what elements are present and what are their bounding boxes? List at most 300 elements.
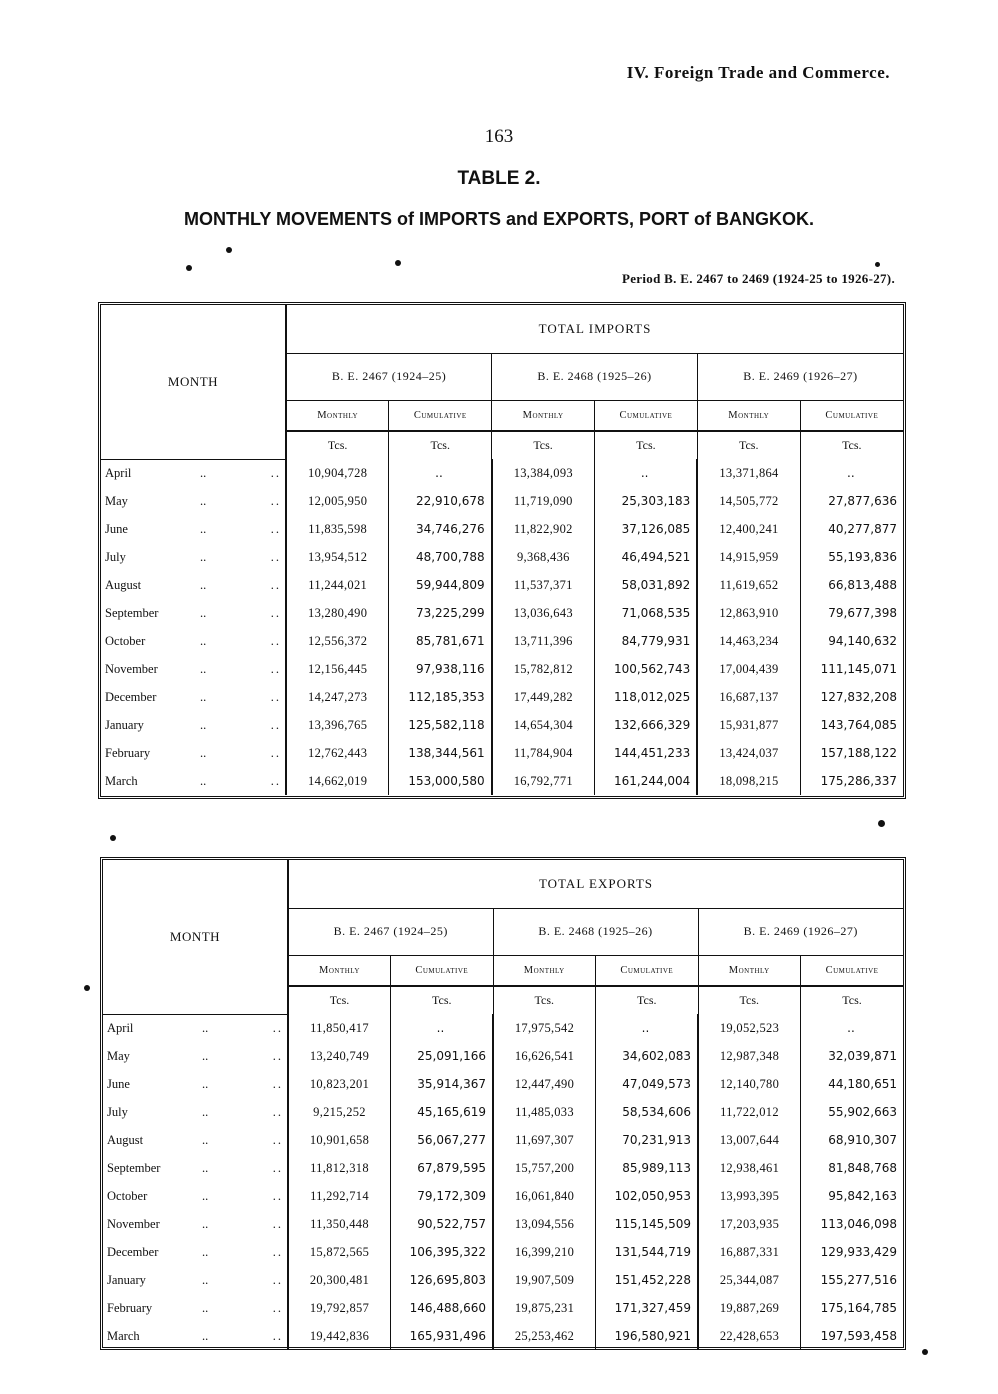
monthly-cell: 25,253,462 xyxy=(493,1322,596,1350)
month-cell xyxy=(101,571,286,599)
month-name: August xyxy=(107,1132,144,1147)
leader-dots: .. xyxy=(270,577,281,592)
unit-label: Tcs. xyxy=(391,986,494,1014)
cumulative-cell: 67,879,595 xyxy=(391,1154,494,1182)
monthly-cell: 14,662,019 xyxy=(286,767,389,795)
month-cell xyxy=(103,1266,288,1294)
leader-dots: .. xyxy=(272,1272,283,1287)
month-name: September xyxy=(107,1160,161,1175)
monthly-cell: 11,850,417 xyxy=(288,1014,391,1042)
monthly-cell: 15,782,812 xyxy=(492,655,595,683)
month-name: March xyxy=(105,773,138,788)
period-header: B. E. 2467 (1924–25) xyxy=(288,908,493,955)
leader-dots: .. xyxy=(272,1020,283,1035)
month-cell xyxy=(101,487,286,515)
cumulative-cell: 90,522,757 xyxy=(391,1210,494,1238)
cumulative-cell: 85,781,671 xyxy=(389,627,492,655)
cumulative-cell: 84,779,931 xyxy=(594,627,697,655)
cumulative-cell: .. xyxy=(391,1014,494,1042)
cumulative-cell: 22,910,678 xyxy=(389,487,492,515)
scan-speck xyxy=(922,1349,928,1355)
monthly-cell: 14,505,772 xyxy=(697,487,800,515)
monthly-cell: 13,240,749 xyxy=(288,1042,391,1070)
unit-label: Tcs. xyxy=(492,431,595,459)
cumulative-header: Cumulative xyxy=(596,955,699,986)
monthly-cell: 12,447,490 xyxy=(493,1070,596,1098)
scan-speck xyxy=(84,985,90,991)
monthly-cell: 11,619,652 xyxy=(697,571,800,599)
monthly-cell: 16,061,840 xyxy=(493,1182,596,1210)
month-name: March xyxy=(107,1328,140,1343)
cumulative-cell: 79,172,309 xyxy=(391,1182,494,1210)
cumulative-cell: 118,012,025 xyxy=(594,683,697,711)
table-row xyxy=(103,1154,903,1182)
monthly-cell: 14,915,959 xyxy=(697,543,800,571)
monthly-cell: 11,784,904 xyxy=(492,739,595,767)
leader-dots: .. xyxy=(200,605,207,620)
month-name: February xyxy=(107,1300,153,1315)
cumulative-cell: 157,188,122 xyxy=(820,746,897,760)
table-row xyxy=(103,1098,903,1126)
table-row xyxy=(103,1182,903,1210)
table-row xyxy=(101,627,903,655)
cumulative-cell: 66,813,488 xyxy=(828,578,897,592)
cumulative-cell: 34,746,276 xyxy=(389,515,492,543)
period-header: B. E. 2467 (1924–25) xyxy=(286,353,492,400)
leader-dots: .. xyxy=(270,717,281,732)
table-row xyxy=(101,599,903,627)
cumulative-cell: 100,562,743 xyxy=(594,655,697,683)
month-name: January xyxy=(107,1272,146,1287)
cumulative-cell: 171,327,459 xyxy=(596,1294,699,1322)
cumulative-cell: 155,277,516 xyxy=(820,1273,897,1287)
cumulative-cell: 55,193,836 xyxy=(828,550,897,564)
monthly-cell: 17,203,935 xyxy=(698,1210,801,1238)
cumulative-cell: 197,593,458 xyxy=(820,1329,897,1343)
scan-speck xyxy=(878,820,885,827)
month-name: April xyxy=(107,1020,134,1035)
month-cell xyxy=(101,459,286,487)
cumulative-cell: 153,000,580 xyxy=(389,767,492,795)
month-cell xyxy=(101,683,286,711)
scan-speck xyxy=(186,265,192,271)
table-row xyxy=(103,1210,903,1238)
cumulative-cell: 97,938,116 xyxy=(389,655,492,683)
cumulative-cell: 56,067,277 xyxy=(391,1126,494,1154)
cumulative-cell: 112,185,353 xyxy=(389,683,492,711)
leader-dots: .. xyxy=(270,661,281,676)
cumulative-cell: 126,695,803 xyxy=(391,1266,494,1294)
month-cell xyxy=(103,1238,288,1266)
leader-dots: .. xyxy=(272,1188,283,1203)
leader-dots: .. xyxy=(270,465,281,480)
monthly-cell: 17,975,542 xyxy=(493,1014,596,1042)
monthly-cell: 25,344,087 xyxy=(698,1266,801,1294)
table-row xyxy=(101,571,903,599)
leader-dots: .. xyxy=(272,1328,283,1343)
monthly-cell: 19,887,269 xyxy=(698,1294,801,1322)
leader-dots: .. xyxy=(270,605,281,620)
table-row xyxy=(101,515,903,543)
leader-dots: .. xyxy=(272,1300,283,1315)
month-cell xyxy=(101,767,286,795)
cumulative-cell: 127,832,208 xyxy=(820,690,897,704)
monthly-header: Monthly xyxy=(492,400,595,431)
monthly-cell: 16,626,541 xyxy=(493,1042,596,1070)
month-name: September xyxy=(105,605,159,620)
leader-dots: .. xyxy=(272,1244,283,1259)
monthly-cell: 12,005,950 xyxy=(286,487,389,515)
table-bottom-padding xyxy=(103,1350,903,1354)
monthly-cell: 13,954,512 xyxy=(286,543,389,571)
cumulative-cell: 58,031,892 xyxy=(594,571,697,599)
monthly-cell: 18,098,215 xyxy=(697,767,800,795)
leader-dots: .. xyxy=(200,717,207,732)
cumulative-cell: 81,848,768 xyxy=(828,1161,897,1175)
monthly-cell: 12,938,461 xyxy=(698,1154,801,1182)
leader-dots: .. xyxy=(202,1244,209,1259)
table-row xyxy=(103,1238,903,1266)
monthly-cell: 11,697,307 xyxy=(493,1126,596,1154)
month-cell xyxy=(101,599,286,627)
leader-dots: .. xyxy=(270,521,281,536)
monthly-cell: 9,368,436 xyxy=(492,543,595,571)
leader-dots: .. xyxy=(202,1020,209,1035)
leader-dots: .. xyxy=(270,773,281,788)
table-row xyxy=(103,1126,903,1154)
monthly-cell: 19,792,857 xyxy=(288,1294,391,1322)
monthly-cell: 12,400,241 xyxy=(697,515,800,543)
cumulative-cell: 68,910,307 xyxy=(828,1133,897,1147)
running-header: IV. Foreign Trade and Commerce. xyxy=(626,63,890,82)
leader-dots: .. xyxy=(270,689,281,704)
monthly-cell: 13,396,765 xyxy=(286,711,389,739)
monthly-cell: 13,007,644 xyxy=(698,1126,801,1154)
cumulative-cell: 111,145,071 xyxy=(820,662,897,676)
monthly-header: Monthly xyxy=(288,955,391,986)
table-title: MONTHLY MOVEMENTS of IMPORTS and EXPORTS, PORT of BANGKOK. xyxy=(183,209,815,229)
cumulative-cell: 58,534,606 xyxy=(596,1098,699,1126)
cumulative-cell: 132,666,329 xyxy=(594,711,697,739)
monthly-cell: 12,156,445 xyxy=(286,655,389,683)
cumulative-cell: 94,140,632 xyxy=(828,634,897,648)
monthly-cell: 13,384,093 xyxy=(492,459,595,487)
unit-label: Tcs. xyxy=(286,431,389,459)
monthly-header: Monthly xyxy=(698,955,801,986)
monthly-cell: 19,442,836 xyxy=(288,1322,391,1350)
monthly-header: Monthly xyxy=(286,400,389,431)
month-cell xyxy=(101,711,286,739)
table-label: TABLE 2. xyxy=(457,168,541,189)
cumulative-cell: 102,050,953 xyxy=(596,1182,699,1210)
cumulative-cell: .. xyxy=(389,459,492,487)
cumulative-cell: 45,165,619 xyxy=(391,1098,494,1126)
month-cell xyxy=(103,1014,288,1042)
imports-table xyxy=(98,302,906,799)
cumulative-cell: 32,039,871 xyxy=(828,1049,897,1063)
page-number: 163 xyxy=(484,126,514,147)
leader-dots: .. xyxy=(272,1076,283,1091)
monthly-cell: 11,822,902 xyxy=(492,515,595,543)
month-cell xyxy=(101,627,286,655)
leader-dots: .. xyxy=(200,493,207,508)
monthly-cell: 19,907,509 xyxy=(493,1266,596,1294)
month-name: April xyxy=(105,465,132,480)
month-cell xyxy=(103,1126,288,1154)
monthly-cell: 13,424,037 xyxy=(697,739,800,767)
leader-dots: .. xyxy=(202,1216,209,1231)
month-name: November xyxy=(107,1216,160,1231)
cumulative-cell: .. xyxy=(847,1021,855,1035)
month-name: December xyxy=(105,689,157,704)
monthly-cell: 13,993,395 xyxy=(698,1182,801,1210)
cumulative-cell: 165,931,496 xyxy=(391,1322,494,1350)
cumulative-cell: 143,764,085 xyxy=(820,718,897,732)
monthly-cell: 12,987,348 xyxy=(698,1042,801,1070)
leader-dots: .. xyxy=(270,493,281,508)
month-name: October xyxy=(105,633,146,648)
month-cell xyxy=(103,1210,288,1238)
month-cell xyxy=(101,515,286,543)
cumulative-cell: 48,700,788 xyxy=(389,543,492,571)
table-row xyxy=(101,487,903,515)
cumulative-cell: 125,582,118 xyxy=(389,711,492,739)
period-header: B. E. 2468 (1925–26) xyxy=(492,353,698,400)
monthly-cell: 11,350,448 xyxy=(288,1210,391,1238)
period-header: B. E. 2468 (1925–26) xyxy=(493,908,698,955)
monthly-cell: 11,835,598 xyxy=(286,515,389,543)
leader-dots: .. xyxy=(200,521,207,536)
monthly-cell: 12,762,443 xyxy=(286,739,389,767)
monthly-cell: 10,904,728 xyxy=(286,459,389,487)
cumulative-cell: 46,494,521 xyxy=(594,543,697,571)
month-cell xyxy=(103,1154,288,1182)
monthly-cell: 12,556,372 xyxy=(286,627,389,655)
month-cell xyxy=(103,1070,288,1098)
leader-dots: .. xyxy=(202,1076,209,1091)
monthly-cell: 14,463,234 xyxy=(697,627,800,655)
cumulative-cell: 175,164,785 xyxy=(820,1301,897,1315)
table-row xyxy=(101,711,903,739)
cumulative-cell: 85,989,113 xyxy=(596,1154,699,1182)
cumulative-header: Cumulative xyxy=(389,400,492,431)
month-name: June xyxy=(107,1076,130,1091)
monthly-header: Monthly xyxy=(493,955,596,986)
month-name: October xyxy=(107,1188,148,1203)
scan-speck xyxy=(110,835,116,841)
cumulative-cell: 27,877,636 xyxy=(828,494,897,508)
period-note: Period B. E. 2467 to 2469 (1924-25 to 1926-27). xyxy=(622,271,895,286)
monthly-cell: 15,872,565 xyxy=(288,1238,391,1266)
table-row xyxy=(101,655,903,683)
monthly-cell: 17,449,282 xyxy=(492,683,595,711)
monthly-cell: 16,792,771 xyxy=(492,767,595,795)
monthly-cell: 11,722,012 xyxy=(698,1098,801,1126)
month-cell xyxy=(103,1322,288,1350)
month-name: November xyxy=(105,661,158,676)
cumulative-cell: 25,303,183 xyxy=(594,487,697,515)
monthly-cell: 10,823,201 xyxy=(288,1070,391,1098)
cumulative-cell: 151,452,228 xyxy=(596,1266,699,1294)
cumulative-cell: 37,126,085 xyxy=(594,515,697,543)
unit-label: Tcs. xyxy=(698,986,801,1014)
cumulative-header: Cumulative xyxy=(801,955,904,986)
month-cell xyxy=(103,1294,288,1322)
leader-dots: .. xyxy=(202,1048,209,1063)
month-cell xyxy=(103,1098,288,1126)
unit-label: Tcs. xyxy=(842,993,862,1007)
table-row xyxy=(103,1266,903,1294)
leader-dots: .. xyxy=(272,1048,283,1063)
table-row xyxy=(101,767,903,795)
month-cell xyxy=(101,739,286,767)
leader-dots: .. xyxy=(272,1104,283,1119)
unit-label: Tcs. xyxy=(596,986,699,1014)
unit-label: Tcs. xyxy=(389,431,492,459)
unit-label: Tcs. xyxy=(697,431,800,459)
cumulative-cell: 34,602,083 xyxy=(596,1042,699,1070)
table-row xyxy=(103,1322,903,1350)
unit-label: Tcs. xyxy=(842,438,862,452)
leader-dots: .. xyxy=(202,1188,209,1203)
unit-label: Tcs. xyxy=(594,431,697,459)
monthly-cell: 20,300,481 xyxy=(288,1266,391,1294)
cumulative-cell: 106,395,322 xyxy=(391,1238,494,1266)
cumulative-cell: 73,225,299 xyxy=(389,599,492,627)
monthly-cell: 13,094,556 xyxy=(493,1210,596,1238)
monthly-cell: 13,280,490 xyxy=(286,599,389,627)
month-cell xyxy=(101,655,286,683)
cumulative-cell: 113,046,098 xyxy=(820,1217,897,1231)
monthly-cell: 19,875,231 xyxy=(493,1294,596,1322)
cumulative-cell: 55,902,663 xyxy=(828,1105,897,1119)
month-cell xyxy=(101,543,286,571)
month-name: May xyxy=(107,1048,130,1063)
leader-dots: .. xyxy=(202,1300,209,1315)
leader-dots: .. xyxy=(270,745,281,760)
exports-table xyxy=(100,857,906,1350)
monthly-cell: 14,247,273 xyxy=(286,683,389,711)
table-row xyxy=(103,1070,903,1098)
leader-dots: .. xyxy=(202,1160,209,1175)
table-row xyxy=(103,1014,903,1042)
leader-dots: .. xyxy=(200,465,207,480)
period-header: B. E. 2469 (1926–27) xyxy=(698,908,903,955)
cumulative-cell: 129,933,429 xyxy=(820,1245,897,1259)
cumulative-cell: 35,914,367 xyxy=(391,1070,494,1098)
table-bottom-padding xyxy=(101,795,903,799)
cumulative-header: Cumulative xyxy=(800,400,903,431)
leader-dots: .. xyxy=(200,661,207,676)
monthly-cell: 11,485,033 xyxy=(493,1098,596,1126)
cumulative-cell: .. xyxy=(847,466,855,480)
cumulative-cell: 44,180,651 xyxy=(828,1077,897,1091)
month-cell xyxy=(103,1042,288,1070)
monthly-cell: 10,901,658 xyxy=(288,1126,391,1154)
cumulative-cell: 138,344,561 xyxy=(389,739,492,767)
monthly-cell: 14,654,304 xyxy=(492,711,595,739)
table-row xyxy=(103,1294,903,1322)
table-row xyxy=(101,739,903,767)
leader-dots: .. xyxy=(202,1104,209,1119)
leader-dots: .. xyxy=(202,1132,209,1147)
month-name: July xyxy=(105,549,126,564)
leader-dots: .. xyxy=(200,633,207,648)
scan-speck xyxy=(875,262,880,267)
leader-dots: .. xyxy=(270,633,281,648)
leader-dots: .. xyxy=(200,773,207,788)
cumulative-cell: 47,049,573 xyxy=(596,1070,699,1098)
leader-dots: .. xyxy=(200,549,207,564)
monthly-cell: 11,244,021 xyxy=(286,571,389,599)
monthly-cell: 9,215,252 xyxy=(288,1098,391,1126)
monthly-cell: 16,399,210 xyxy=(493,1238,596,1266)
month-name: January xyxy=(105,717,144,732)
unit-label: Tcs. xyxy=(288,986,391,1014)
leader-dots: .. xyxy=(200,577,207,592)
cumulative-cell: 40,277,877 xyxy=(828,522,897,536)
scan-speck xyxy=(226,247,232,253)
monthly-cell: 15,757,200 xyxy=(493,1154,596,1182)
cumulative-cell: .. xyxy=(594,459,697,487)
monthly-cell: 17,004,439 xyxy=(697,655,800,683)
cumulative-cell: 59,944,809 xyxy=(389,571,492,599)
month-name: December xyxy=(107,1244,159,1259)
month-name: July xyxy=(107,1104,128,1119)
cumulative-cell: 70,231,913 xyxy=(596,1126,699,1154)
leader-dots: .. xyxy=(270,549,281,564)
table-row xyxy=(101,543,903,571)
cumulative-cell: 115,145,509 xyxy=(596,1210,699,1238)
cumulative-header: Cumulative xyxy=(391,955,494,986)
monthly-cell: 11,719,090 xyxy=(492,487,595,515)
cumulative-cell: 196,580,921 xyxy=(596,1322,699,1350)
cumulative-cell: 95,842,163 xyxy=(828,1189,897,1203)
table-row xyxy=(103,1042,903,1070)
leader-dots: .. xyxy=(272,1216,283,1231)
cumulative-cell: 25,091,166 xyxy=(391,1042,494,1070)
month-header: MONTH xyxy=(101,305,286,459)
leader-dots: .. xyxy=(200,689,207,704)
monthly-cell: 11,812,318 xyxy=(288,1154,391,1182)
table-row xyxy=(101,683,903,711)
monthly-cell: 16,687,137 xyxy=(697,683,800,711)
monthly-cell: 11,292,714 xyxy=(288,1182,391,1210)
total-imports-header: TOTAL IMPORTS xyxy=(286,305,903,353)
leader-dots: .. xyxy=(200,745,207,760)
month-name: May xyxy=(105,493,128,508)
monthly-cell: 11,537,371 xyxy=(492,571,595,599)
unit-label: Tcs. xyxy=(493,986,596,1014)
cumulative-cell: 146,488,660 xyxy=(391,1294,494,1322)
period-header: B. E. 2469 (1926–27) xyxy=(697,353,903,400)
month-header: MONTH xyxy=(103,860,288,1014)
table-row xyxy=(101,459,903,487)
monthly-cell: 15,931,877 xyxy=(697,711,800,739)
monthly-cell: 13,371,864 xyxy=(697,459,800,487)
month-name: August xyxy=(105,577,142,592)
month-name: February xyxy=(105,745,151,760)
month-cell xyxy=(103,1182,288,1210)
cumulative-header: Cumulative xyxy=(594,400,697,431)
cumulative-cell: 131,544,719 xyxy=(596,1238,699,1266)
cumulative-cell: 161,244,004 xyxy=(594,767,697,795)
monthly-cell: 12,140,780 xyxy=(698,1070,801,1098)
monthly-cell: 12,863,910 xyxy=(697,599,800,627)
monthly-cell: 16,887,331 xyxy=(698,1238,801,1266)
monthly-cell: 13,711,396 xyxy=(492,627,595,655)
monthly-cell: 13,036,643 xyxy=(492,599,595,627)
